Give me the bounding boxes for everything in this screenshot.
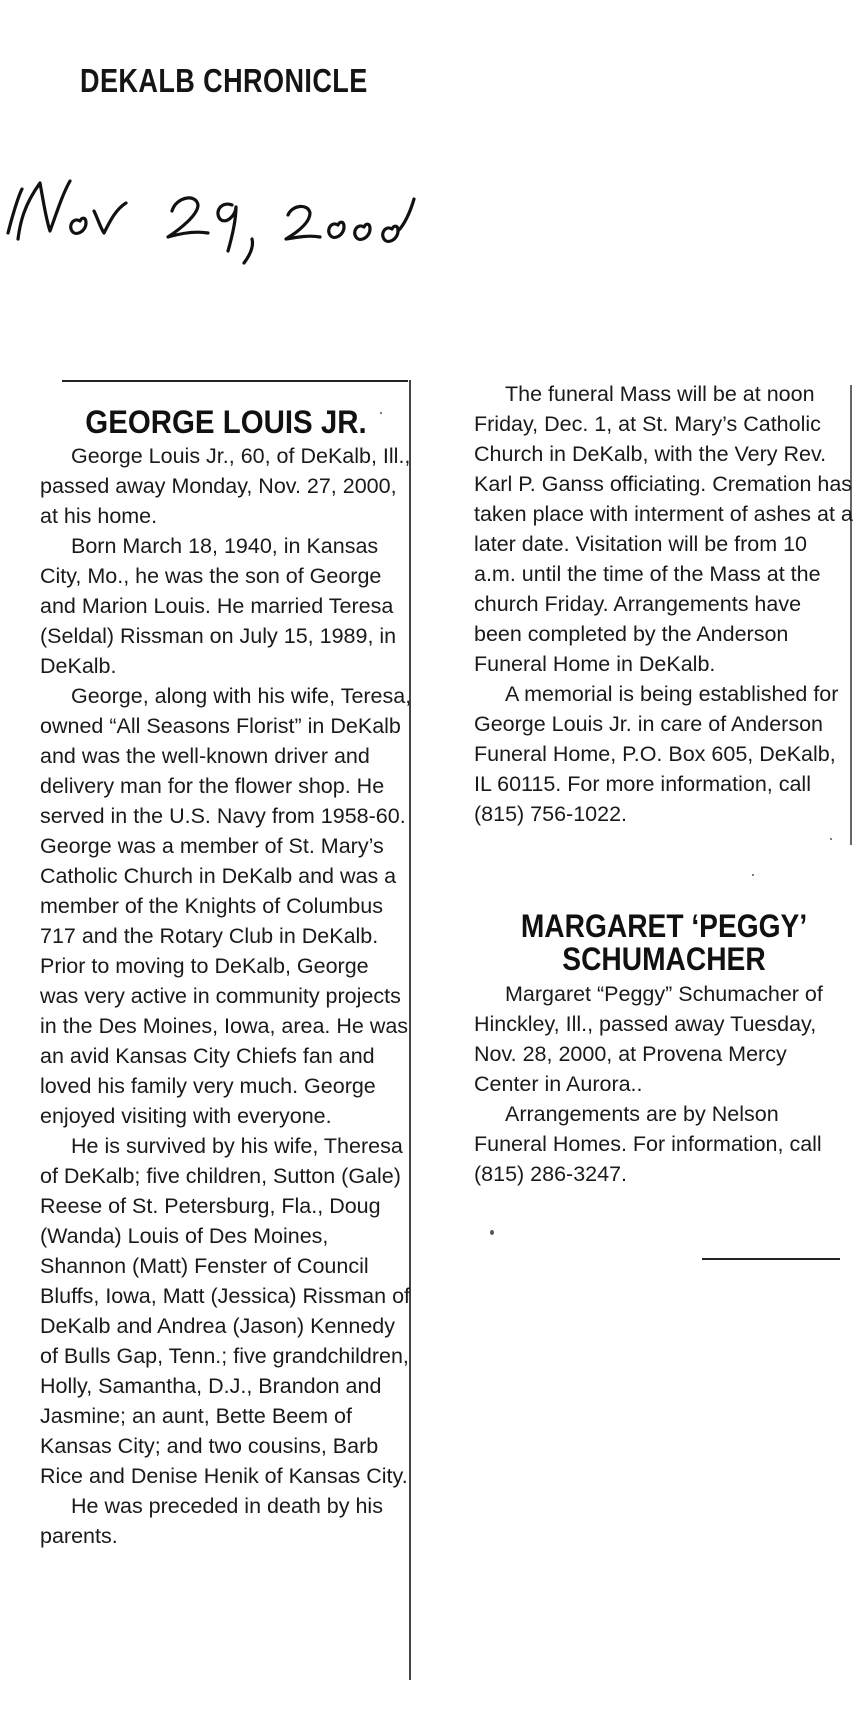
handwritten-date [0, 175, 480, 285]
obituary-paragraph: George Louis Jr., 60, of DeKalb, Ill., passed away Monday, Nov. 27, 2000, at his home. [40, 444, 411, 528]
obituary-headline-margaret-schumacher [483, 910, 846, 976]
headline-line: MARGARET ‘PEGGY’ [520, 908, 808, 944]
obituary-paragraph: George, along with his wife, Teresa, owned “All Seasons Florist” in DeKalb and was the well-known driver and delivery man for the flower shop. He served in the U.S. Navy from 1958-60. George was a member of St. Mary’s Catholic Church in DeKalb and was a member of the Knights of Columbus 717 and the Rotary Club in DeKalb. Prior to moving to DeKalb, George was very active in community projects in the Des Moines, Iowa, area. He was an avid Kansas City Chiefs fan and loved his family very much. George enjoyed visiting with everyone. [40, 684, 412, 1128]
scan-speck [752, 874, 754, 876]
obituary-george-louis-column-2 [474, 379, 854, 829]
masthead: DEKALB CHRONICLE [80, 62, 368, 99]
headline-line: SCHUMACHER [562, 941, 766, 977]
scan-speck [830, 838, 832, 840]
obituary-paragraph: The funeral Mass will be at noon Friday, Dec. 1, at St. Mary’s Catholic Church in DeKalb, with the Very Rev. Karl P. Ganss officiating. Cremation has taken place with interment of ashes at a later date. Visitation will be from 10 a.m. until the time of the Mass at the church Friday. Arrangements have been completed by the Anderson Funeral Home in DeKalb. [474, 382, 853, 676]
obituary-paragraph: He was preceded in death by his parents. [40, 1494, 383, 1548]
scan-speck [380, 412, 382, 414]
column-rule-top [62, 380, 408, 382]
obituary-george-louis-column-1 [40, 441, 412, 1551]
obituary-paragraph: Born March 18, 1940, in Kansas City, Mo., he was the son of George and Marion Louis. He married Teresa (Seldal) Rissman on July 15, 1989, in DeKalb. [40, 534, 397, 678]
obituary-paragraph: Margaret “Peggy” Schumacher of Hinckley, Ill., passed away Tuesday, Nov. 28, 2000, at Provena Mercy Center in Aurora.. [474, 982, 823, 1096]
handwritten-date-signature-icon [0, 175, 480, 285]
obituary-paragraph: A memorial is being established for George Louis Jr. in care of Anderson Funeral Home, P.O. Box 605, DeKalb, IL 60115. For more information, call (815) 756-1022. [474, 682, 839, 826]
column-rule-end [702, 1258, 840, 1260]
obituary-paragraph: Arrangements are by Nelson Funeral Homes. For information, call (815) 286-3247. [474, 1102, 822, 1186]
scan-speck [490, 1230, 494, 1235]
obituary-paragraph: He is survived by his wife, Theresa of DeKalb; five children, Sutton (Gale) Reese of St. Petersburg, Fla., Doug (Wanda) Louis of Des Moines, Shannon (Matt) Fenster of Council Bluffs, Iowa, Matt (Jessica) Rissman of DeKalb and Andrea (Jason) Kennedy of Bulls Gap, Tenn.; five grandchildren, Holly, Samantha, D.J., Brandon and Jasmine; an aunt, Bette Beem of Kansas City; and two cousins, Barb Rice and Denise Henik of Kansas City. [40, 1134, 410, 1488]
obituary-headline-george-louis: GEORGE LOUIS JR. [85, 404, 367, 440]
obituary-margaret-schumacher-body [474, 979, 854, 1189]
